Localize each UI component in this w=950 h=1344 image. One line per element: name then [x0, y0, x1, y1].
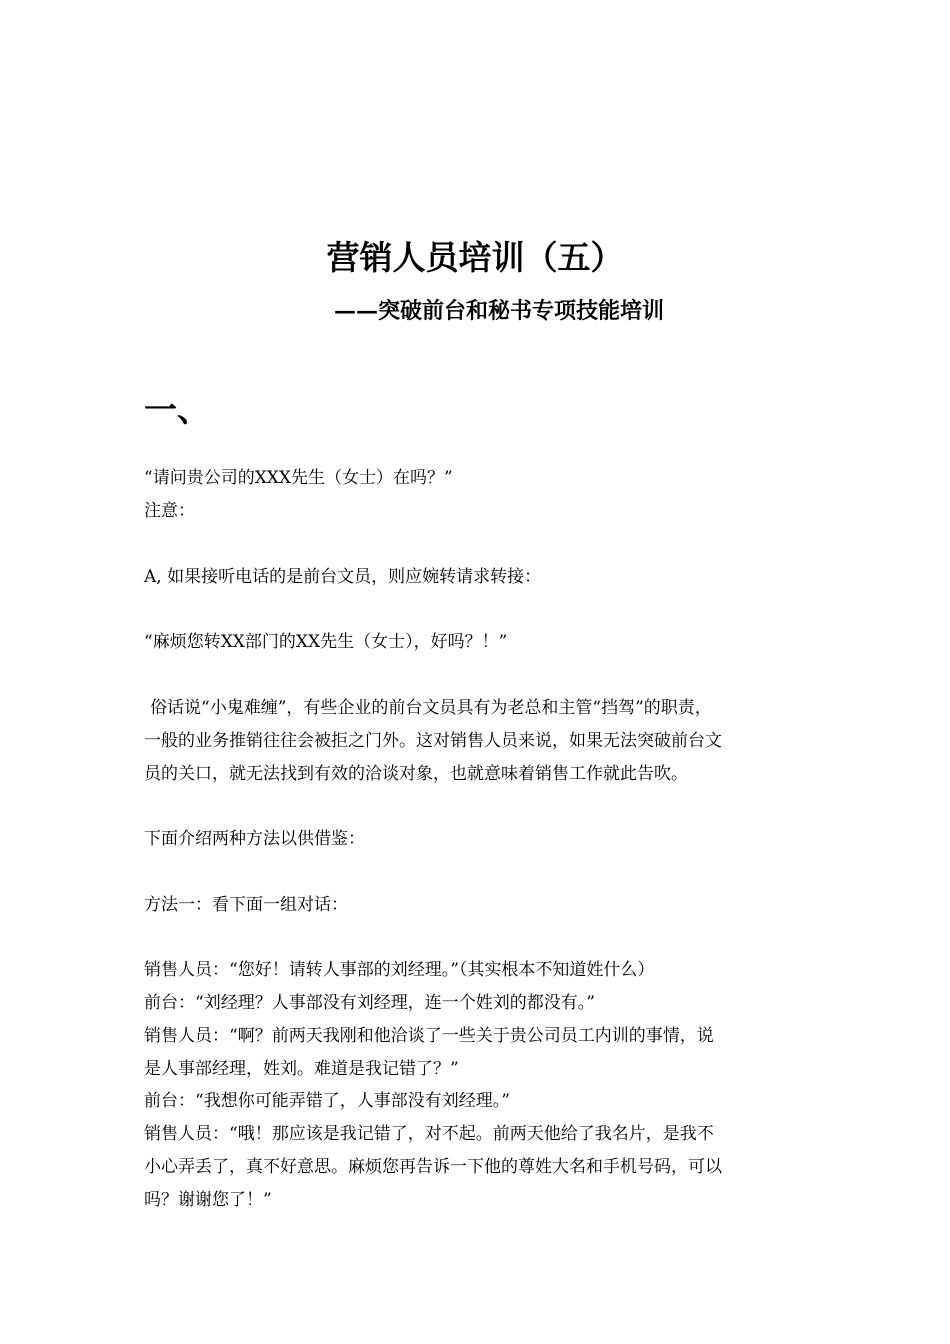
- body-line: 销售人员：“啊？前两天我刚和他洽谈了一些关于贵公司员工内训的事情，说: [144, 1026, 714, 1046]
- body-line: “请问贵公司的XXX先生（女士）在吗？”: [144, 468, 453, 488]
- section-heading: 一、: [144, 390, 210, 429]
- body-line: 前台：“刘经理？人事部没有刘经理，连一个姓刘的都没有。”: [144, 993, 595, 1013]
- body-line: 俗话说“小鬼难缠”，有些企业的前台文员具有为老总和主管“挡驾”的职责，: [150, 698, 712, 718]
- body-line: “麻烦您转XX部门的XX先生（女士），好吗？！”: [144, 632, 508, 652]
- body-line: 小心弄丢了，真不好意思。麻烦您再告诉一下他的尊姓大名和手机号码，可以: [144, 1157, 722, 1177]
- body-line: 方法一：看下面一组对话：: [144, 895, 348, 915]
- document-title: 营销人员培训（五）: [326, 238, 624, 277]
- body-line: 前台：“我想你可能弄错了，人事部没有刘经理。”: [144, 1091, 510, 1111]
- body-line: 员的关口，就无法找到有效的洽谈对象，也就意味着销售工作就此告吹。: [144, 764, 688, 784]
- body-line: 一般的业务推销往往会被拒之门外。这对销售人员来说，如果无法突破前台文: [144, 731, 722, 751]
- body-line: A, 如果接听电话的是前台文员，则应婉转请求转接：: [144, 567, 542, 587]
- body-line: 销售人员：“哦！那应该是我记错了，对不起。前两天他给了我名片，是我不: [144, 1124, 714, 1144]
- body-line: 吗？谢谢您了！”: [144, 1190, 272, 1210]
- body-line: 注意：: [144, 501, 195, 521]
- body-line: 下面介绍两种方法以供借鉴：: [144, 829, 365, 849]
- body-line: 销售人员：“您好！请转人事部的刘经理。”（其实根本不知道姓什么）: [144, 960, 655, 980]
- body-line: 是人事部经理，姓刘。难道是我记错了？”: [144, 1059, 459, 1079]
- document-subtitle: ——突破前台和秘书专项技能培训: [334, 298, 665, 324]
